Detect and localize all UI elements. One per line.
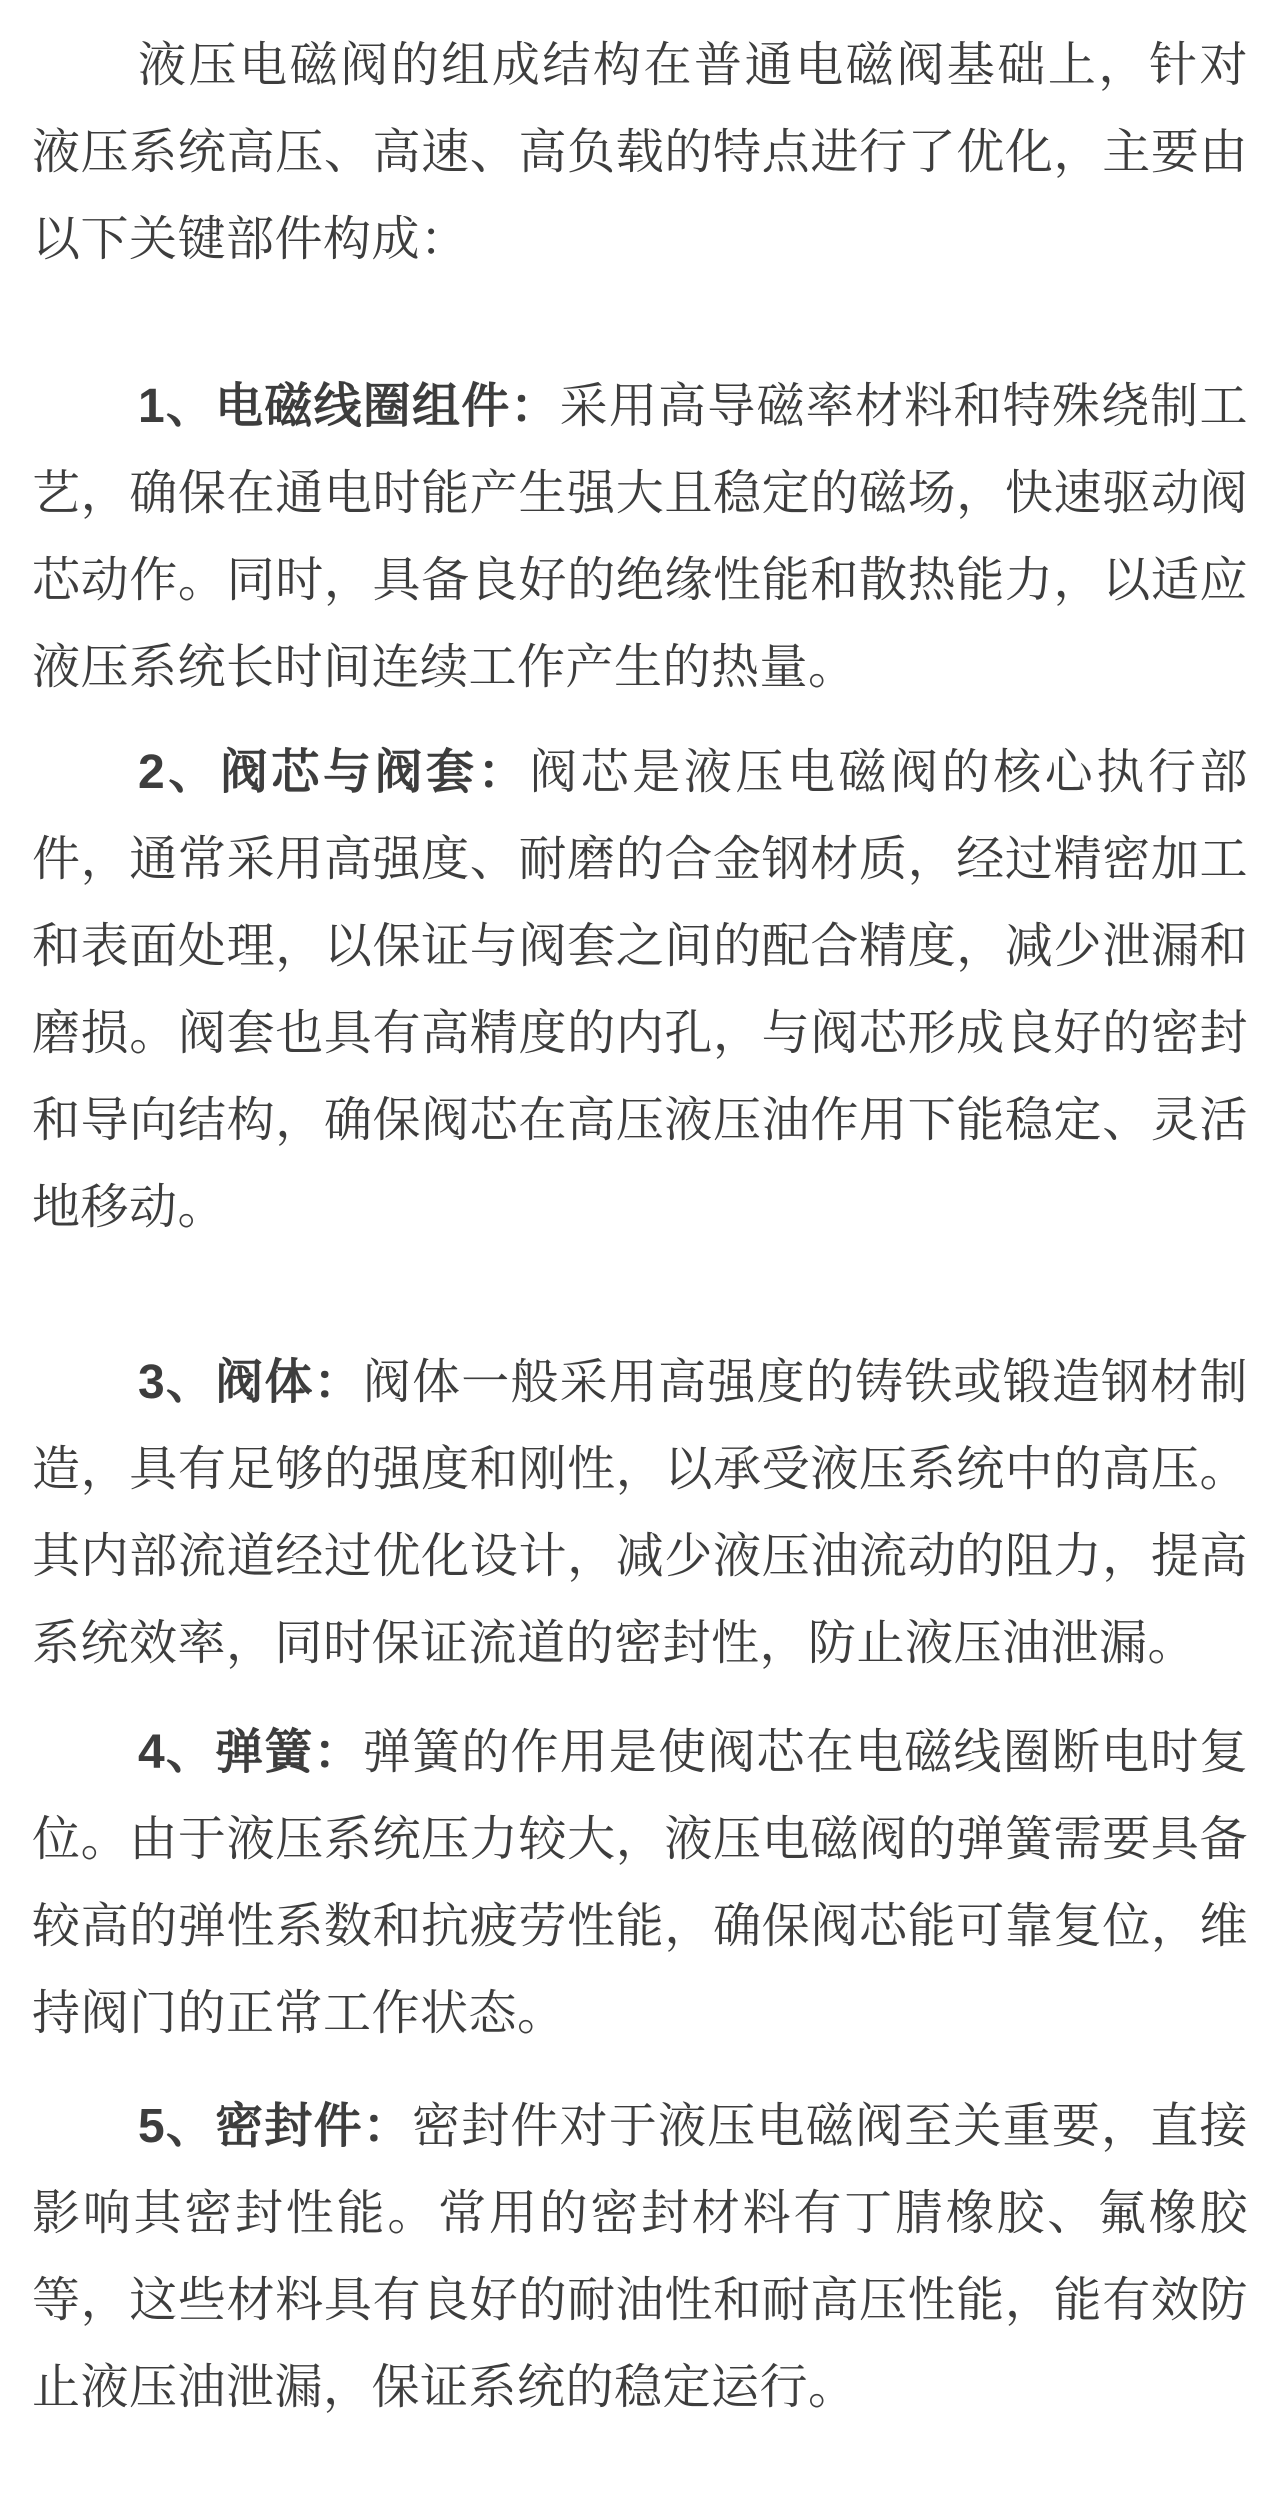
intro-paragraph: 液压电磁阀的组成结构在普通电磁阀基础上，针对液压系统高压、高速、高负载的特点进行了优化，主要由以下关键部件构成：	[32, 39, 1248, 266]
section-paragraph-1	[32, 363, 1248, 711]
section-4-heading: 4、弹簧：	[138, 1726, 363, 1779]
section-3-body: 阀体一般采用高强度的铸铁或锻造钢材制造，具有足够的强度和刚性，以承受液压系统中的高压。其内部流道经过优化设计，减少液压油流动的阻力，提高系统效率，同时保证流道的密封性，防止液压油泄漏。	[32, 1356, 1248, 1670]
section-3-heading: 3、阀体：	[138, 1356, 363, 1409]
section-2-body: 阀芯是液压电磁阀的核心执行部件，通常采用高强度、耐磨的合金钢材质，经过精密加工和表面处理，以保证与阀套之间的配合精度，减少泄漏和磨损。阀套也具有高精度的内孔，与阀芯形成良好的密封和导向结构，确保阀芯在高压液压油作用下能稳定、灵活地移动。	[32, 746, 1248, 1234]
section-5-heading: 5、密封件：	[138, 2100, 412, 2153]
section-1-body: 采用高导磁率材料和特殊绕制工艺，确保在通电时能产生强大且稳定的磁场，快速驱动阀芯动作。同时，具备良好的绝缘性能和散热能力，以适应液压系统长时间连续工作产生的热量。	[32, 380, 1248, 694]
section-paragraph-4	[32, 1709, 1248, 2057]
section-paragraph-3	[32, 1339, 1248, 1687]
section-4-body: 弹簧的作用是使阀芯在电磁线圈断电时复位。由于液压系统压力较大，液压电磁阀的弹簧需要具备较高的弹性系数和抗疲劳性能，确保阀芯能可靠复位，维持阀门的正常工作状态。	[32, 1726, 1248, 2040]
section-2-heading: 2、阀芯与阀套：	[138, 746, 530, 799]
section-paragraph-5	[32, 2083, 1248, 2431]
section-1-heading: 1、电磁线圈组件：	[138, 380, 560, 433]
section-paragraph-2	[32, 729, 1248, 1251]
section-5-body: 密封件对于液压电磁阀至关重要，直接影响其密封性能。常用的密封材料有丁腈橡胶、氟橡胶等，这些材料具有良好的耐油性和耐高压性能，能有效防止液压油泄漏，保证系统的稳定运行。	[32, 2100, 1248, 2414]
